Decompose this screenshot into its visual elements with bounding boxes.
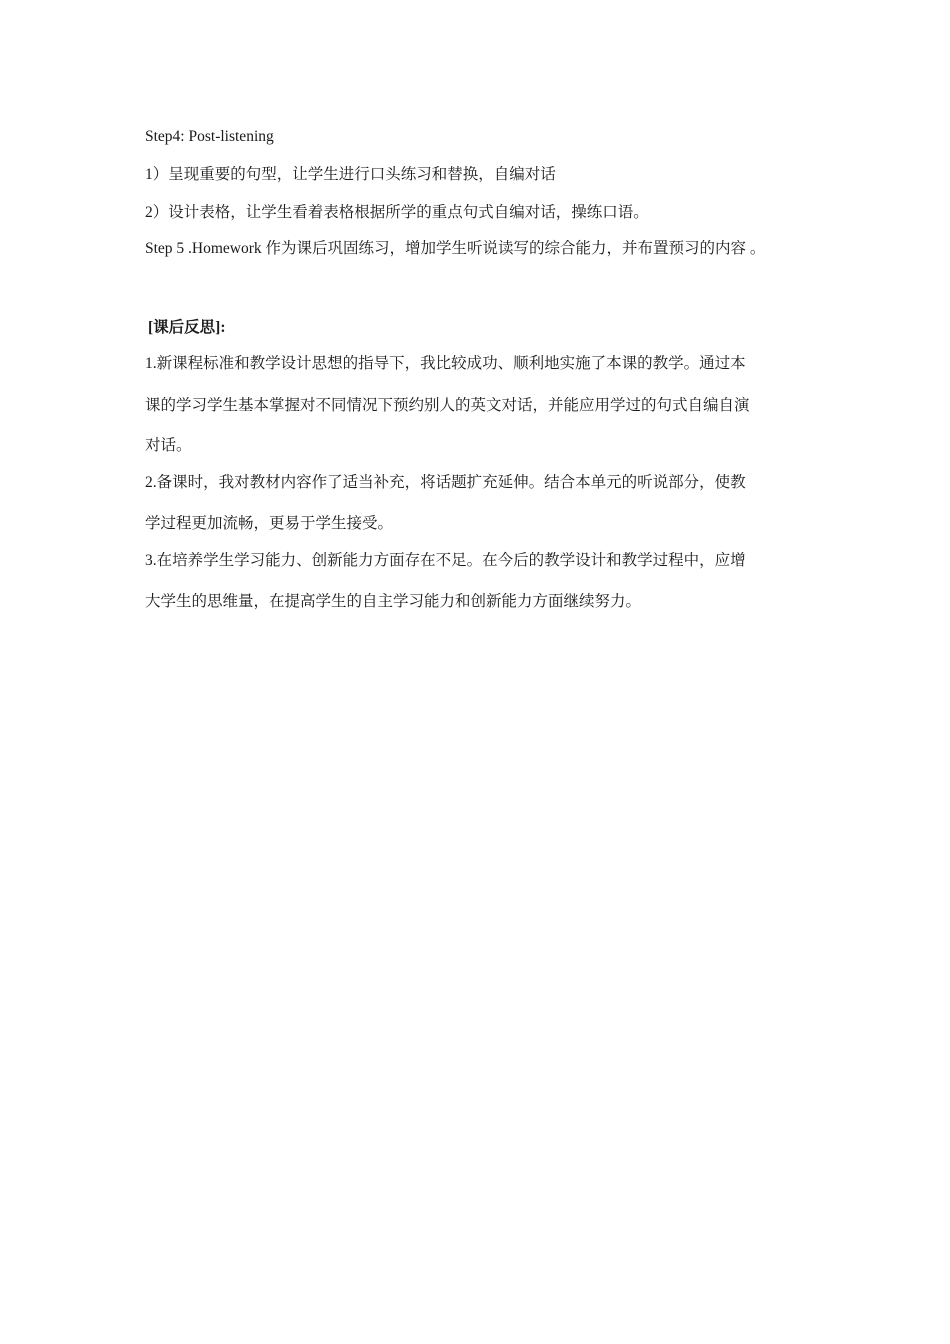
reflection-2-line-1: 2.备课时，我对教材内容作了适当补充，将话题扩充延伸。结合本单元的听说部分，使教 xyxy=(145,474,746,491)
step5-homework: Step 5 .Homework 作为课后巩固练习，增加学生听说读写的综合能力，并布置预习的内容 。 xyxy=(145,240,766,257)
step4-item-1: 1）呈现重要的句型，让学生进行口头练习和替换，自编对话 xyxy=(145,166,556,183)
reflection-1-line-2: 课的学习学生基本掌握对不同情况下预约别人的英文对话，并能应用学过的句式自编自演 xyxy=(145,397,750,414)
reflection-3-line-2: 大学生的思维量，在提高学生的自主学习能力和创新能力方面继续努力。 xyxy=(145,593,642,610)
step4-title: Step4: Post-listening xyxy=(145,128,274,145)
reflection-heading: [课后反思]: xyxy=(148,319,226,336)
reflection-1-line-3: 对话。 xyxy=(145,437,192,454)
step4-item-2: 2）设计表格，让学生看着表格根据所学的重点句式自编对话，操练口语。 xyxy=(145,204,649,221)
reflection-2-line-2: 学过程更加流畅，更易于学生接受。 xyxy=(145,515,394,532)
reflection-3-line-1: 3.在培养学生学习能力、创新能力方面存在不足。在今后的教学设计和教学过程中，应增 xyxy=(145,552,746,569)
reflection-1-line-1: 1.新课程标准和教学设计思想的指导下，我比较成功、顺利地实施了本课的教学。通过本 xyxy=(145,355,746,372)
